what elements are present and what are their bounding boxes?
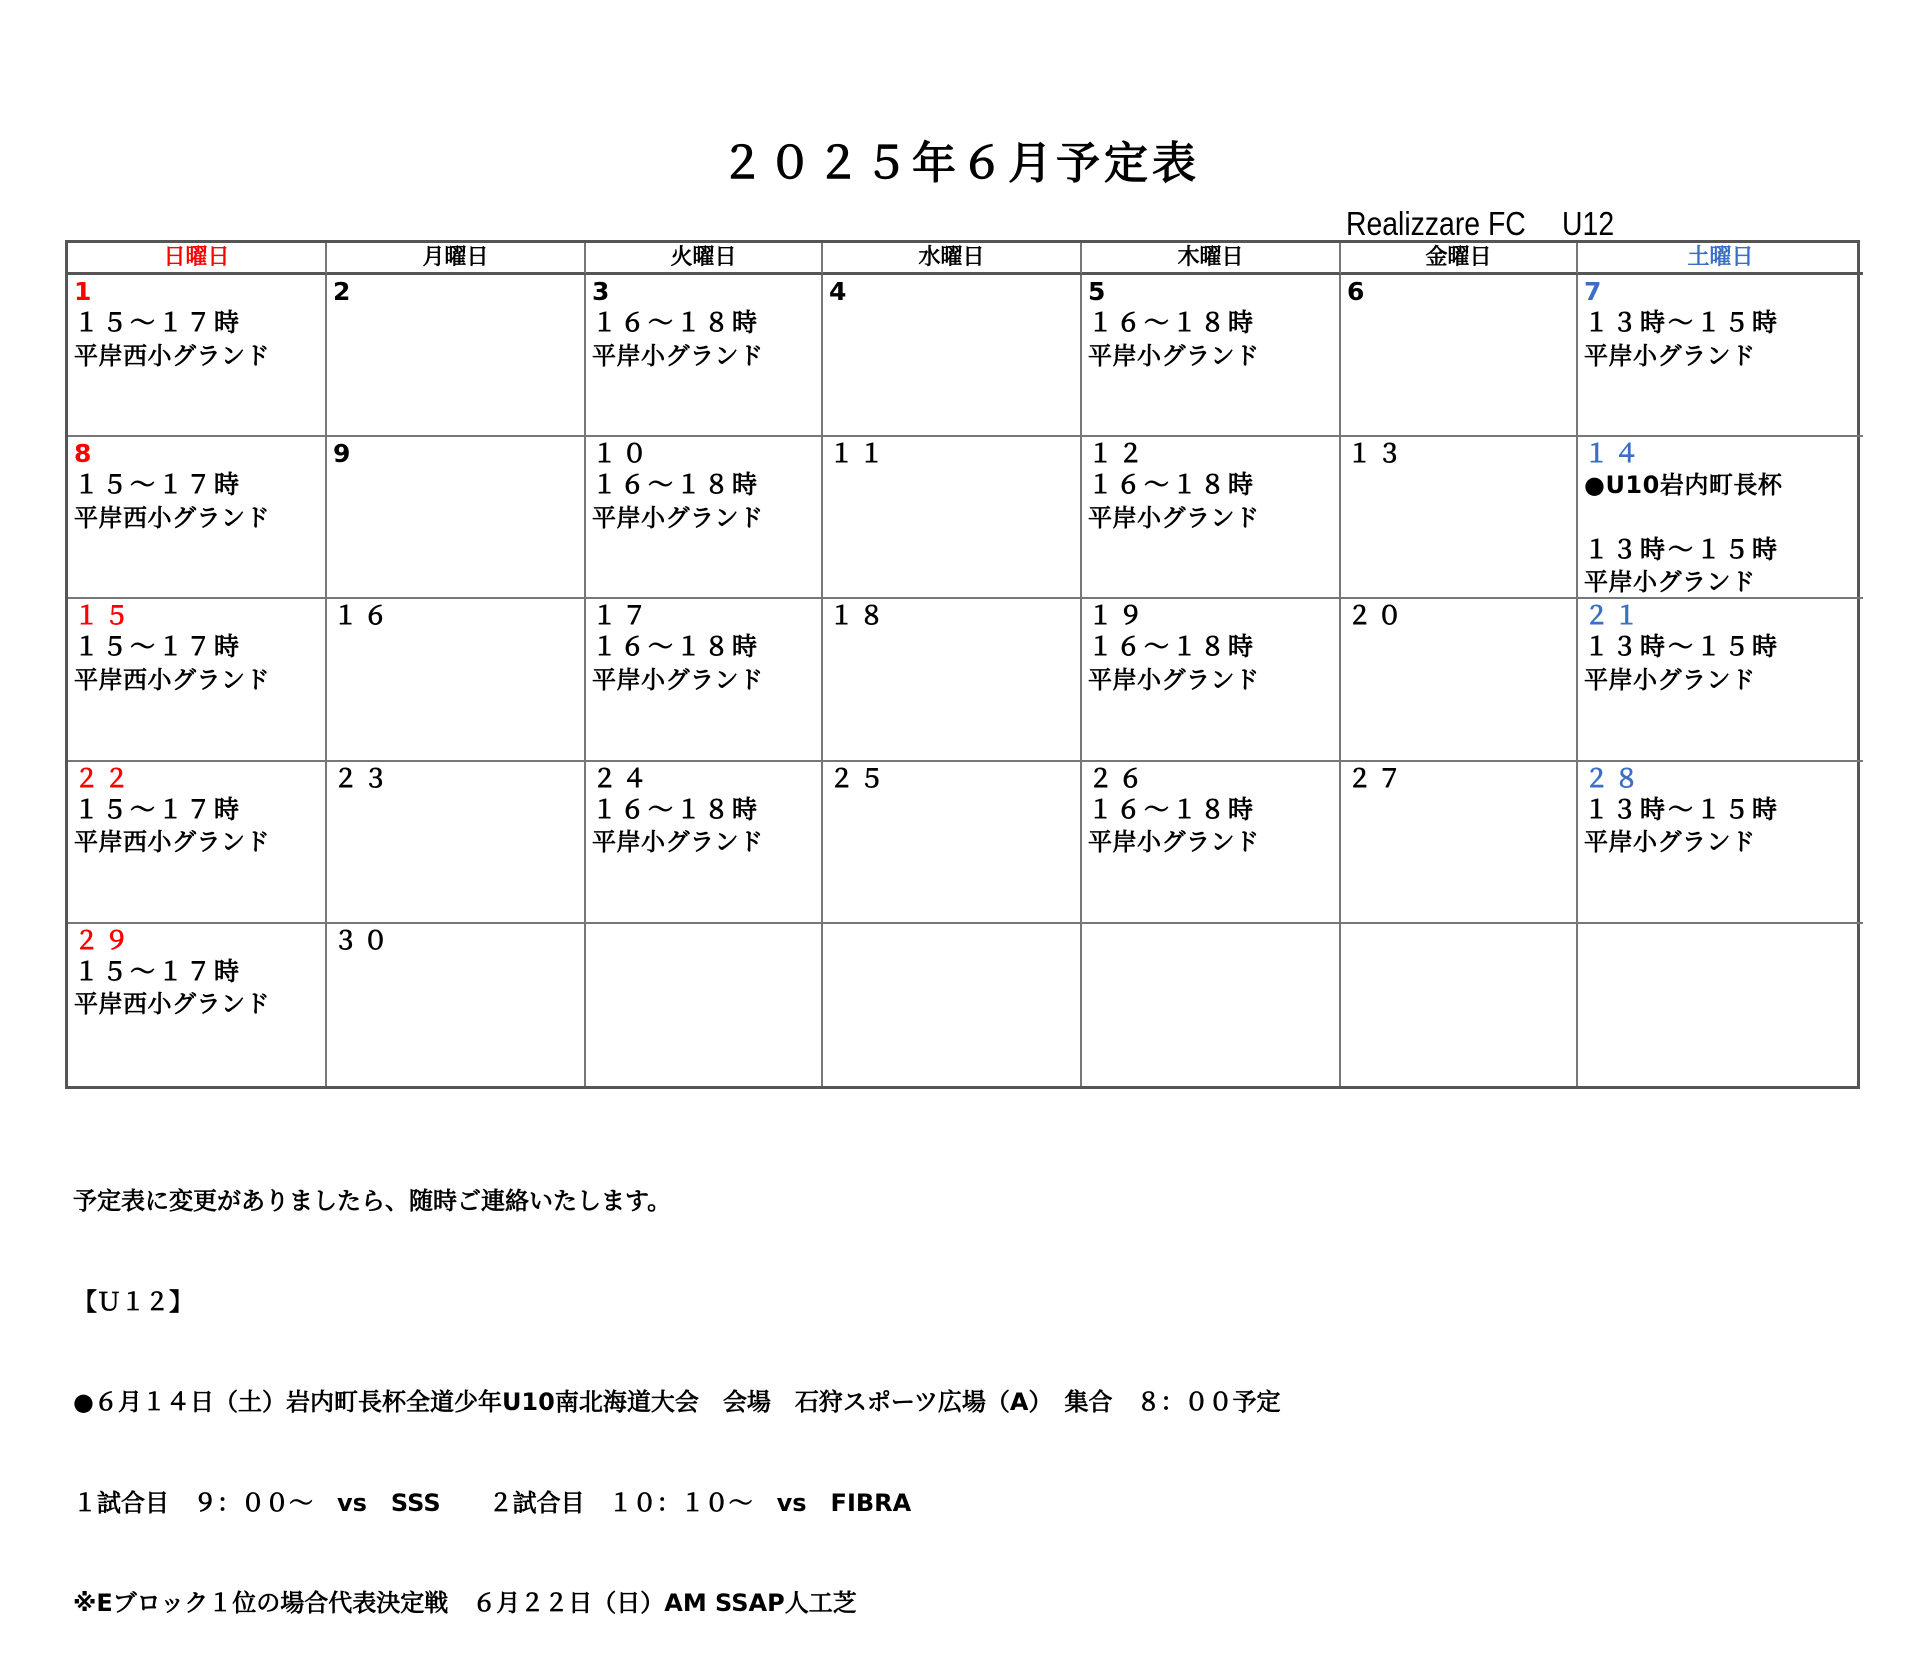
event-place: 平岸小グランド xyxy=(1088,665,1260,694)
weekday-header-tue: 火曜日 xyxy=(586,243,823,275)
day-cell-fri xyxy=(1341,275,1578,437)
event-place: 平岸小グランド xyxy=(592,828,764,857)
page-title: ２０２５年６月予定表 xyxy=(720,138,1200,189)
event-time: １６～１８時 xyxy=(1088,470,1257,500)
weekday-header-mon: 月曜日 xyxy=(327,243,586,275)
day-number: １２ xyxy=(1088,439,1149,469)
day-number: ３０ xyxy=(333,925,394,955)
day-number: １４ xyxy=(1584,439,1645,469)
day-cell-sun xyxy=(68,599,327,761)
event-time: １３時～１５時 xyxy=(1584,308,1781,337)
event-place: 平岸小グランド xyxy=(592,341,764,370)
event-time: １６～１８時 xyxy=(592,470,761,500)
day-cell-mon xyxy=(327,275,586,437)
day-number: 6 xyxy=(1347,277,1370,306)
day-cell-thu xyxy=(1082,437,1341,599)
event-time: １３時～１５時 xyxy=(1584,632,1781,662)
day-number: １０ xyxy=(592,439,653,469)
day-number: １９ xyxy=(1088,601,1149,631)
event-place: 平岸西小グランド xyxy=(74,503,270,532)
day-number: １８ xyxy=(829,601,890,631)
day-cell-mon xyxy=(327,599,586,761)
day-number: ２４ xyxy=(592,763,653,793)
note-line: ●６月１４日（土）岩内町長杯全道少年U10南北海道大会 会場 石狩スポーツ広場（A） 集合 ８：００予定 xyxy=(73,1388,1281,1416)
day-cell-tue xyxy=(586,924,823,1086)
day-cell-fri xyxy=(1341,437,1578,599)
day-number: 2 xyxy=(333,277,356,306)
day-number: ２２ xyxy=(74,763,135,793)
day-cell-mon xyxy=(327,437,586,599)
day-number: ２７ xyxy=(1347,763,1408,793)
event-place: 平岸西小グランド xyxy=(74,341,270,370)
day-cell-tue xyxy=(586,275,823,437)
day-cell-wed xyxy=(823,924,1082,1086)
note-line: １試合目 ９：００～ vs SSS ２試合目 １０：１０～ vs FIBRA xyxy=(73,1488,912,1517)
day-cell-mon xyxy=(327,924,586,1086)
day-number: ２９ xyxy=(74,925,135,955)
day-cell-thu xyxy=(1082,924,1341,1086)
weekday-header-thu: 木曜日 xyxy=(1082,243,1341,275)
day-cell-wed xyxy=(823,762,1082,924)
event-time: １５～１７時 xyxy=(74,632,243,662)
day-number: ２１ xyxy=(1584,601,1645,631)
event-time: １３時～１５時 xyxy=(1584,534,1781,564)
day-number: 8 xyxy=(74,439,97,469)
day-number: 1 xyxy=(74,277,97,306)
day-cell-sat xyxy=(1578,437,1863,599)
day-cell-sat xyxy=(1578,762,1863,924)
day-cell-sun xyxy=(68,437,327,599)
day-number: 3 xyxy=(592,277,615,306)
day-cell-tue xyxy=(586,437,823,599)
day-number: １６ xyxy=(333,601,394,631)
event-time: １６～１８時 xyxy=(1088,794,1257,824)
event-place: 平岸西小グランド xyxy=(74,828,270,857)
event-time: １５～１７時 xyxy=(74,470,243,500)
day-number: 9 xyxy=(333,439,356,469)
event-place: 平岸小グランド xyxy=(1584,828,1756,857)
event-place: 平岸小グランド xyxy=(1088,503,1260,532)
event-place: 平岸小グランド xyxy=(592,503,764,532)
note-line: 【Ｕ１２】 xyxy=(73,1287,193,1316)
day-cell-wed xyxy=(823,599,1082,761)
event-time: １５～１７時 xyxy=(74,794,243,824)
weekday-header-sat: 土曜日 xyxy=(1578,243,1863,275)
day-cell-wed xyxy=(823,275,1082,437)
event-time: １６～１８時 xyxy=(592,794,761,824)
day-cell-wed xyxy=(823,437,1082,599)
day-cell-thu xyxy=(1082,599,1341,761)
event-place: 平岸小グランド xyxy=(592,665,764,694)
day-cell-tue xyxy=(586,599,823,761)
event-time: １３時～１５時 xyxy=(1584,794,1781,824)
event-place: 平岸小グランド xyxy=(1584,665,1756,694)
event-time: １５～１７時 xyxy=(74,308,243,337)
day-cell-sat xyxy=(1578,275,1863,437)
weekday-header-wed: 水曜日 xyxy=(823,243,1082,275)
event-place: 平岸小グランド xyxy=(1584,568,1756,597)
weekday-header-sun: 日曜日 xyxy=(68,243,327,275)
day-cell-mon xyxy=(327,762,586,924)
event-time: １６～１８時 xyxy=(592,632,761,662)
day-number: ２５ xyxy=(829,763,890,793)
day-number: １１ xyxy=(829,439,890,469)
day-cell-tue xyxy=(586,762,823,924)
day-number: ２０ xyxy=(1347,601,1408,631)
day-number: １３ xyxy=(1347,439,1408,469)
day-cell-fri xyxy=(1341,924,1578,1086)
day-cell-sat xyxy=(1578,924,1863,1086)
day-cell-thu xyxy=(1082,275,1341,437)
event-place: ●U10岩内町長杯 xyxy=(1584,471,1783,500)
day-number: １７ xyxy=(592,601,653,631)
day-number: ２８ xyxy=(1584,763,1645,793)
day-cell-thu xyxy=(1082,762,1341,924)
weekday-header-fri: 金曜日 xyxy=(1341,243,1578,275)
event-place: 平岸西小グランド xyxy=(74,990,270,1019)
day-cell-sun xyxy=(68,275,327,437)
event-place: 平岸西小グランド xyxy=(74,665,270,694)
event-time: １６～１８時 xyxy=(1088,308,1257,337)
day-number: 4 xyxy=(829,277,852,306)
blank-line xyxy=(1584,502,1863,534)
day-cell-sun xyxy=(68,762,327,924)
day-number: ２３ xyxy=(333,763,394,793)
event-place: 平岸小グランド xyxy=(1584,341,1756,370)
day-number: ２６ xyxy=(1088,763,1149,793)
team-label: Realizzare FC U12 xyxy=(1346,205,1615,242)
day-number: 5 xyxy=(1088,277,1111,306)
event-place: 平岸小グランド xyxy=(1088,828,1260,857)
day-number: １５ xyxy=(74,601,135,631)
event-time: １６～１８時 xyxy=(1088,632,1257,662)
note-line: 予定表に変更がありましたら、随時ご連絡いたします。 xyxy=(73,1187,672,1215)
event-place: 平岸小グランド xyxy=(1088,341,1260,370)
day-cell-fri xyxy=(1341,762,1578,924)
event-time: １６～１８時 xyxy=(592,308,761,337)
day-number: 7 xyxy=(1584,277,1607,306)
day-cell-sun xyxy=(68,924,327,1086)
event-time: １５～１７時 xyxy=(74,956,243,986)
day-cell-fri xyxy=(1341,599,1578,761)
day-cell-sat xyxy=(1578,599,1863,761)
calendar-grid xyxy=(65,240,1860,1089)
note-line: ※Eブロック１位の場合代表決定戦 ６月２２日（日）AM SSAP人工芝 xyxy=(73,1589,857,1617)
notes-section xyxy=(73,1118,1280,1654)
